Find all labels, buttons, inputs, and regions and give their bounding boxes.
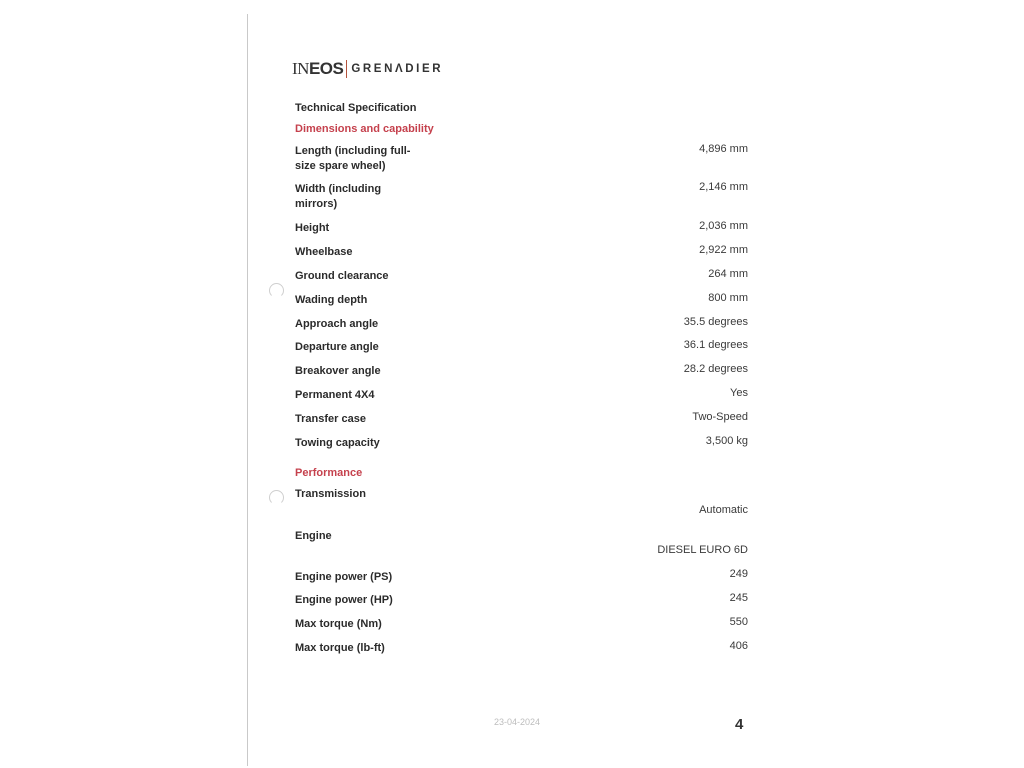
footer-date: 23-04-2024	[494, 717, 541, 727]
spec-label: Wading depth	[295, 294, 368, 306]
spec-value: 249	[729, 568, 748, 580]
spec-label: Departure angle	[295, 341, 379, 353]
spec-value: DIESEL EURO 6D	[657, 544, 748, 556]
spec-value: 2,146 mm	[699, 181, 748, 193]
spec-value: 4,896 mm	[699, 143, 748, 155]
spec-label: Ground clearance	[295, 270, 389, 282]
punch-hole-icon	[269, 490, 284, 505]
spec-label: Length (including full- size spare wheel)	[295, 145, 411, 172]
logo-divider	[346, 60, 347, 78]
spec-value: Two-Speed	[692, 411, 748, 423]
logo-brand: INEOS	[292, 59, 344, 78]
spec-label: Width (including mirrors)	[295, 183, 382, 210]
document-title: Technical Specification	[295, 102, 417, 114]
page-number: 4	[735, 716, 744, 733]
spec-label: Approach angle	[295, 318, 379, 330]
spec-label: Engine	[295, 530, 332, 542]
spec-value: 406	[729, 640, 748, 652]
spec-label: Transfer case	[295, 413, 366, 425]
logo-model: GRENΛDIER	[351, 63, 444, 75]
spec-value: 36.1 degrees	[683, 339, 748, 351]
page-edge	[247, 14, 248, 766]
spec-label: Transmission	[295, 488, 366, 500]
spec-value: 245	[729, 592, 748, 604]
spec-value: 264 mm	[708, 268, 748, 280]
spec-value: 3,500 kg	[705, 435, 748, 447]
spec-label: Max torque (Nm)	[295, 618, 382, 630]
spec-value: Yes	[730, 387, 748, 399]
spec-label: Wheelbase	[295, 246, 353, 258]
spec-label: Engine power (HP)	[295, 594, 393, 606]
punch-hole-icon	[269, 283, 284, 298]
spec-value: 28.2 degrees	[683, 363, 748, 375]
section-heading-dimensions: Dimensions and capability	[295, 123, 434, 135]
spec-label: Max torque (lb-ft)	[295, 642, 385, 654]
spec-value: 2,036 mm	[699, 220, 748, 232]
spec-value: 550	[729, 616, 748, 628]
section-heading-performance: Performance	[295, 467, 363, 479]
spec-value: 35.5 degrees	[683, 316, 748, 328]
spec-label: Engine power (PS)	[295, 571, 393, 583]
spec-label: Breakover angle	[295, 365, 381, 377]
ineos-grenadier-logo	[292, 58, 443, 80]
spec-value: 2,922 mm	[699, 244, 748, 256]
spec-label: Permanent 4X4	[295, 389, 375, 401]
spec-label: Height	[295, 222, 330, 234]
spec-value: 800 mm	[708, 292, 748, 304]
spec-label: Towing capacity	[295, 437, 380, 449]
spec-value: Automatic	[699, 504, 748, 516]
